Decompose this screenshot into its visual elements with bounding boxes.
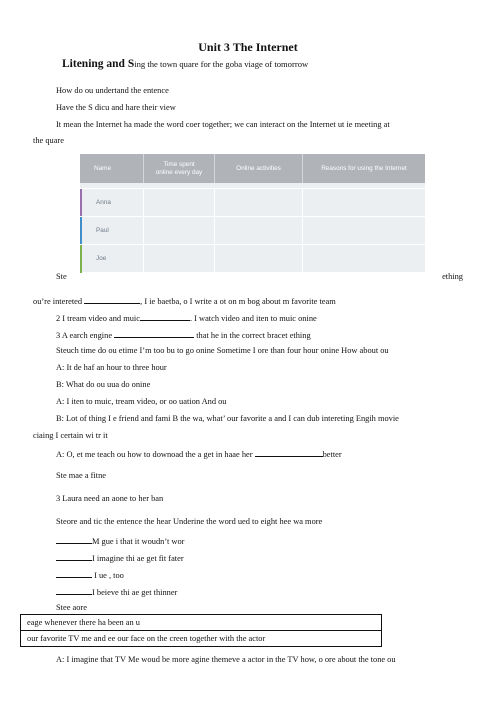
header-time-spent: Time spent online every day <box>144 154 215 183</box>
cell-activities[interactable] <box>215 245 303 273</box>
cell-activities[interactable] <box>215 189 303 217</box>
answer-blank[interactable] <box>56 569 92 578</box>
table-row <box>80 216 425 244</box>
document-title: Unit 3 The Internet <box>198 40 298 54</box>
table-row <box>80 188 425 216</box>
exercise-line: 3 A earch engine that he in the correct bracet ething <box>56 331 311 340</box>
cell-reasons[interactable] <box>303 245 425 273</box>
cell-activities[interactable] <box>215 217 303 245</box>
exercise-line: 2 I tream video and muic . I watch video and iten to muic onine <box>56 314 317 323</box>
dialogue-line: A: It de haf an hour to three hour <box>56 363 167 372</box>
answer-blank[interactable] <box>255 448 323 457</box>
cell-time[interactable] <box>144 217 215 245</box>
dialogue-line: B: What do ou uua do onine <box>56 380 151 389</box>
header-name: Name <box>80 154 144 183</box>
row-name: Anna <box>80 189 144 217</box>
instruction-line: Steore and tic the entence the hear Underine the word ued to eight hee wa more <box>56 517 323 526</box>
row-name: Joe <box>80 245 144 273</box>
intro-line-2: Have the S dicu and hare their view <box>56 103 176 112</box>
answer-blank[interactable] <box>84 295 140 304</box>
dialogue-line: A: I imagine that TV Me woud be more agine themeve a actor in the TV how, o ore about the tone ou <box>56 655 396 664</box>
row-name: Paul <box>80 217 144 245</box>
dialogue-line: B: Lot of thing I e friend and fami B the wa, what’ our favorite a and I can dub intereting Engih movie <box>56 414 399 423</box>
dialogue-line: A: I iten to muic, tream video, or oo uation And ou <box>56 397 227 406</box>
step-line: Stee aore <box>56 603 87 612</box>
section-heading-rest: ing the town quare for the goba viage of tomorrow <box>134 59 309 69</box>
answer-blank[interactable] <box>140 312 190 321</box>
boxed-text-2: our favorite TV me and ee our face on the creen together with the actor <box>20 630 382 647</box>
dialogue-line: ciaing I certain wi tr it <box>33 431 108 440</box>
answer-blank[interactable] <box>114 329 194 338</box>
header-online-activities: Online activities <box>215 154 303 183</box>
cell-time[interactable] <box>144 189 215 217</box>
exercise-line: ou’re intereted , I ie baetba, o I write a ot on m bog about m favorite team <box>33 297 336 306</box>
checklist-line: M gue i that it woudn’t wor <box>56 535 184 547</box>
cell-time[interactable] <box>144 245 215 273</box>
step-label: Ste <box>56 272 67 281</box>
dialogue-line: A: O, et me teach ou how to downoad the a get in haae her better <box>56 450 342 459</box>
answer-blank[interactable] <box>56 552 92 561</box>
checklist-line: I ue , too <box>56 569 124 581</box>
step-line: 3 Laura need an aone to her ban <box>56 494 164 503</box>
intro-line-3: It mean the Internet ha made the word coer together; we can interact on the Internet ut ie meeting at <box>56 120 390 129</box>
step-line: Ste mae a fitne <box>56 471 106 480</box>
section-heading <box>62 59 308 69</box>
table-row <box>80 244 425 272</box>
cell-reasons[interactable] <box>303 217 425 245</box>
intro-line-4: the quare <box>33 136 64 145</box>
checklist-line: I beieve thi ae get thinner <box>56 586 177 598</box>
checklist-line: I imagine thi ae get fit fater <box>56 552 184 564</box>
step-label-tail: ething <box>442 272 463 281</box>
survey-table <box>80 154 425 272</box>
dialogue-line: Steuch time do ou etime I’m too bu to go onine Sometime I ore than four hour onine How about ou <box>56 346 389 355</box>
boxed-text-1: eage whenever there ha been an u <box>20 614 382 631</box>
section-heading-lead: Litening and S <box>62 58 135 70</box>
intro-line-1: How do ou undertand the entence <box>56 86 169 95</box>
answer-blank[interactable] <box>56 535 92 544</box>
cell-reasons[interactable] <box>303 189 425 217</box>
header-reasons: Reasons for using the Internet <box>303 154 425 183</box>
answer-blank[interactable] <box>56 586 92 595</box>
